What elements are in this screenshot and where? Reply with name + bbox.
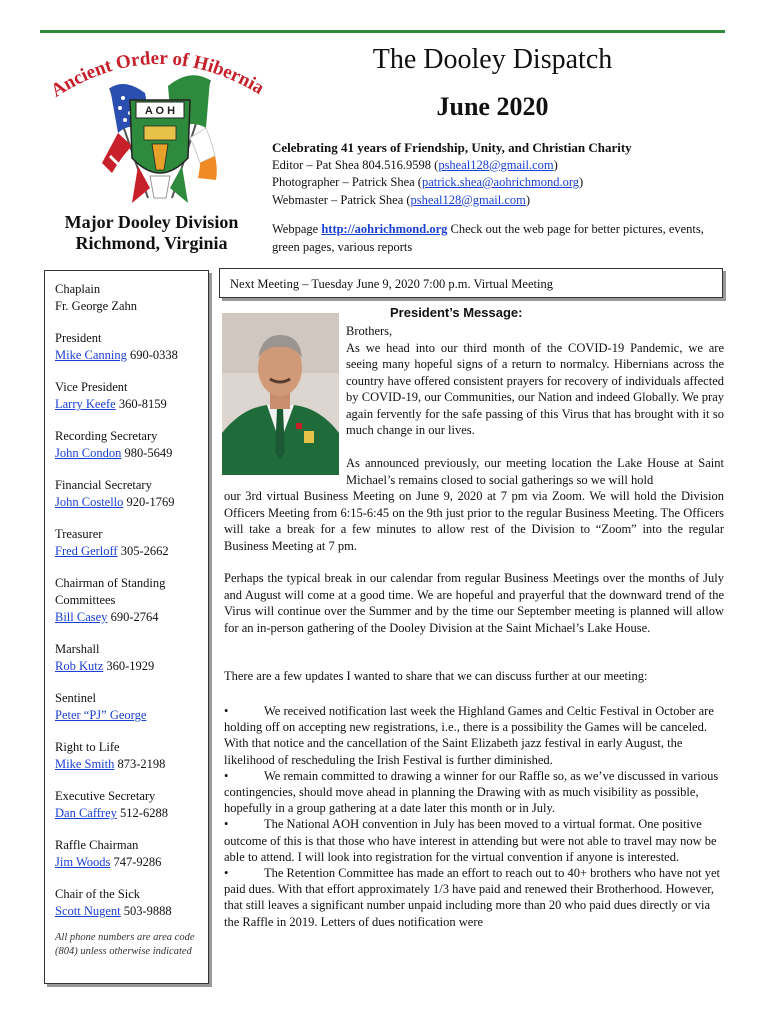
officer-role: Financial Secretary [55, 478, 152, 492]
bullet-dot: • [224, 768, 229, 783]
officer-contact [55, 397, 167, 411]
next-meeting-box [219, 268, 723, 298]
officer-contact [55, 299, 137, 313]
logo-arc-text: Ancient Order of Hibernia [47, 47, 268, 102]
division-line2: Richmond, Virginia [75, 233, 228, 253]
issue-date: June 2020 [436, 92, 549, 121]
webmaster-email-link[interactable]: psheal128@gmail.com [410, 192, 526, 207]
officers-sidebar [44, 270, 209, 984]
officer-role: Recording Secretary [55, 429, 158, 443]
officer-contact [55, 495, 174, 509]
officer-name-link[interactable]: John Costello [55, 495, 124, 509]
president-para1 [346, 323, 724, 439]
officer-entry [55, 641, 208, 675]
officer-role: Chair of the Sick [55, 887, 141, 901]
officer-name-link[interactable]: Mike Smith [55, 757, 115, 771]
editor-label: Editor – Pat Shea 804.516.9598 ( [272, 157, 439, 172]
officer-contact [55, 446, 172, 460]
svg-text:A O H: A O H [144, 105, 176, 117]
officer-name: Fr. George Zahn [55, 299, 138, 313]
officer-name-link[interactable]: Rob Kutz [55, 659, 104, 673]
officer-entry [55, 837, 208, 871]
webpage-label: Webpage [272, 222, 322, 236]
masthead [272, 139, 722, 209]
para2-part1: As announced previously, our meeting location the Lake House at Saint Michael’s remains closed to social gatherings so we will hold [346, 456, 724, 487]
photographer-label: Photographer – Patrick Shea ( [272, 175, 422, 189]
president-para4 [224, 668, 724, 685]
officer-name-link[interactable]: Dan Caffrey [55, 806, 117, 820]
president-para2-rest [224, 488, 724, 554]
officer-name-link[interactable]: Peter “PJ” George [55, 708, 147, 722]
webpage-line [272, 221, 722, 256]
president-para3 [224, 570, 724, 636]
bullet-dot: • [224, 817, 229, 832]
officer-contact [55, 544, 169, 558]
officer-contact [55, 659, 154, 673]
officer-name-link[interactable]: Bill Casey [55, 610, 108, 624]
update-bullet [224, 865, 720, 930]
officer-role: President [55, 331, 102, 345]
officer-entry [55, 886, 208, 920]
editor-line [272, 157, 722, 175]
para1-body: As we head into our third month of the COVID-19 Pandemic, we are seeing many hopeful signs of a return to normalcy. Hibernians across the country have offered consistent prayers for recovery of individuals affected by COVID-19, our Communities, our Nation and indeed Globally. We pray again fervently for the safe passing of this Virus that has brought with it so much change in our lives. [346, 340, 724, 437]
top-rule [40, 30, 725, 33]
bullet-text: We remain committed to drawing a winner for our Raffle so, as we’ve discussed in various contingencies, should move ahead in planning the Drawing with as much visibility as possible, hopefully in a group gathering at a date later this month or in July. [224, 768, 719, 816]
officer-phone: 690-0338 [126, 348, 178, 362]
officer-role: Executive Secretary [55, 789, 156, 803]
tagline: Celebrating 41 years of Friendship, Unity, and Christian Charity [272, 140, 632, 155]
officer-entry [55, 379, 208, 413]
officer-entry [55, 281, 208, 315]
webpage-description: Check out the web page for better pictures, events, green pages, various reports [272, 222, 704, 254]
update-bullet [224, 816, 720, 865]
officer-entry [55, 690, 208, 724]
updates-list [224, 703, 720, 930]
officer-entry [55, 477, 208, 511]
presidents-message-heading: President’s Message: [390, 305, 523, 320]
officer-entry [55, 330, 208, 364]
officer-phone: 920-1769 [123, 495, 175, 509]
officer-role: Chaplain [55, 282, 101, 296]
aoh-logo [40, 38, 270, 213]
officer-entry [55, 788, 208, 822]
division-line1: Major Dooley Division [64, 212, 239, 232]
officers-list [55, 281, 208, 920]
bullet-text: The Retention Committee has made an effort to reach out to 40+ brothers who have not yet paid dues. With that effort approximately 1/3 have paid and renewed their Brotherhood. However, that still leaves a significant number unpaid including more than 20 who paid dues directly or via the Raffle in 2019. Letters of dues notification were [224, 866, 720, 929]
bullet-dot: • [224, 704, 229, 718]
officer-contact [55, 708, 146, 722]
officer-role: Treasurer [55, 527, 103, 541]
officer-entry [55, 575, 208, 626]
officer-name-link[interactable]: Larry Keefe [55, 397, 116, 411]
officer-role: Vice President [55, 380, 128, 394]
webmaster-close: ) [525, 192, 531, 207]
officer-entry [55, 739, 208, 773]
bullet-dot: • [224, 866, 229, 881]
officer-name-link[interactable]: Jim Woods [55, 855, 111, 869]
officer-phone: 503-9888 [120, 904, 172, 918]
editor-close: ) [553, 157, 558, 172]
webmaster-line [272, 192, 722, 210]
photographer-line [272, 174, 722, 192]
officer-contact [55, 806, 168, 820]
officer-name-link[interactable]: Scott Nugent [55, 904, 121, 918]
officer-phone: 690-2764 [107, 610, 159, 624]
officer-role: Raffle Chairman [55, 838, 139, 852]
division-name [44, 212, 259, 254]
para3-text: Perhaps the typical break in our calendar from regular Business Meetings over the months of July and August will come at a good time. We are hopeful and prayerful that the downward trend of the Virus will continue over the Summer and by the time our September meeting is planned will allow for an in-person gathering of the Dooley Division at the Saint Michael’s Lake House. [224, 571, 724, 635]
aoh-emblem-graphic [40, 38, 270, 213]
editor-email-link[interactable]: psheal128@gmail.com [438, 157, 554, 172]
officer-phone: 360-1929 [103, 659, 155, 673]
officer-contact [55, 610, 158, 624]
officer-contact [55, 757, 165, 771]
officer-contact [55, 904, 172, 918]
officer-entry [55, 428, 208, 462]
officer-phone: 747-9286 [110, 855, 162, 869]
bullets-container [224, 703, 720, 930]
officer-entry [55, 526, 208, 560]
officer-name-link[interactable]: Fred Gerloff [55, 544, 118, 558]
officer-role: Sentinel [55, 691, 96, 705]
officer-phone: 305-2662 [117, 544, 169, 558]
officer-role: Right to Life [55, 740, 120, 754]
president-portrait-graphic [222, 313, 339, 475]
para2-part2: our 3rd virtual Business Meeting on June 9, 2020 at 7 pm via Zoom. We will hold the Division Officers Meeting from 6:15-6:45 on the 9th just prior to the regular Business Meeting. The Officers will take a break for a few minutes to allow rest of the Division to “Zoom” into the regular Business Meeting at 7 pm. [224, 489, 724, 553]
para1-text [346, 323, 724, 439]
officer-name-link[interactable]: Mike Canning [55, 348, 127, 362]
webmaster-label: Webmaster – Patrick Shea ( [272, 192, 411, 207]
officer-contact [55, 348, 178, 362]
photographer-close: ) [579, 175, 584, 189]
bullet-text: The National AOH convention in July has been moved to a virtual format. One positive outcome of this is that those who have interest in attending but were not able to travel may now be able to attend. I will look into registration for the virtual convention if anyone is interested. [224, 817, 717, 864]
webpage-link[interactable]: http://aohrichmond.org [321, 222, 448, 236]
officer-name-link[interactable]: John Condon [55, 446, 122, 460]
officer-role: Marshall [55, 642, 100, 656]
officer-phone: 873-2198 [114, 757, 166, 771]
officer-role: Chairman of Standing Committees [55, 576, 166, 607]
officer-phone: 360-8159 [115, 397, 167, 411]
update-bullet [224, 768, 720, 817]
greeting: Brothers, [346, 324, 393, 338]
officer-phone: 980-5649 [121, 446, 173, 460]
para4-text: There are a few updates I wanted to share that we can discuss further at our meeting: [224, 669, 648, 683]
president-photo [222, 313, 339, 475]
officer-phone: 512-6288 [116, 806, 168, 820]
newsletter-title: The Dooley Dispatch [372, 44, 613, 75]
officer-contact [55, 855, 161, 869]
phone-note: All phone numbers are area code (804) unless otherwise indicated [55, 932, 195, 957]
photographer-email-link[interactable]: patrick.shea@aohrichmond.org [421, 175, 580, 189]
update-bullet [224, 703, 720, 768]
president-para2-start [346, 455, 724, 488]
next-meeting-text: Next Meeting – Tuesday June 9, 2020 7:00 p.m. Virtual Meeting [230, 277, 553, 291]
bullet-text: We received notification last week the Highland Games and Celtic Festival in October are holding off on accepting new registrations, i.e., there is a possibility the Games will be canceled. With that notice and the cancellation of the Saint Elizabeth jazz festival in early August, the likelihood of rescheduling the Irish Festival is further diminished. [224, 704, 714, 767]
